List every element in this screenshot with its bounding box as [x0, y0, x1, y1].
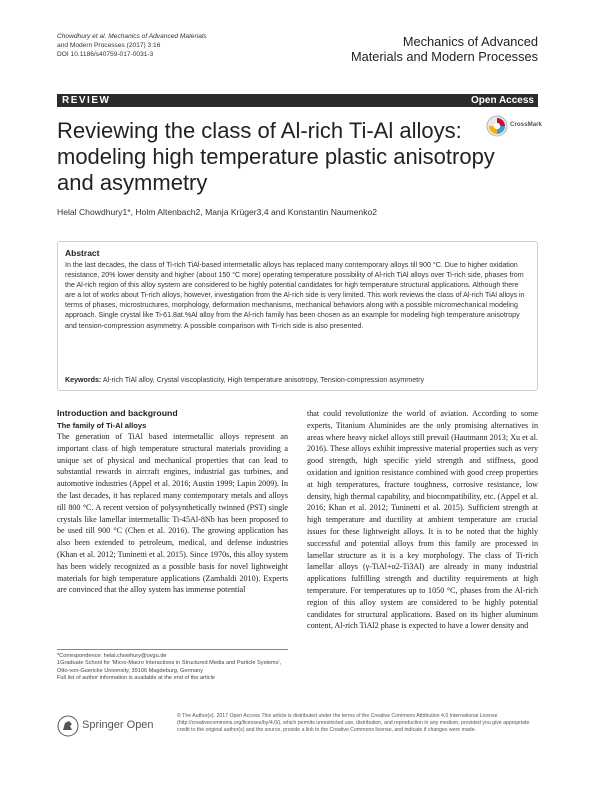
- subsection-heading: The family of Ti-Al alloys: [57, 421, 147, 430]
- journal-name: Mechanics of Advanced Materials and Modern Processes: [350, 34, 538, 64]
- author-info-note: Full list of author information is available at the end of the article: [57, 675, 215, 682]
- abstract-text: In the last decades, the class of Ti-rich TiAl-based intermetallic alloys has replaced many contemporary alloys till 900 °C. Due to higher oxidation resistance, 20% lower density and higher (about 150 °C more) operating temperature possibility of Al-rich TiAl alloys over Ti-rich side, phases from the Al-rich region of this alloy system are considered to be highly potential candidates for high temperature structural applications. Although there are a lot of works about Ti-rich alloys, however, investigation from the Al-rich side is very limited. This work reviews the class of Al-rich TiAl alloys in terms of phases, microstructures, morphology, deformation mechanisms, mechanical behaviors along with a possible micromechanical modeling approach. Single crystal like Ti-61.8at.%Al alloy from the Al-rich family has been chosen as an example for modeling high temperature anisotropy and tension-compression asymmetry. A possible comparison with Ti-rich side is also presented.: [65, 261, 525, 330]
- author-list: Helal Chowdhury1*, Holm Altenbach2, Manja Krüger3,4 and Konstantin Naumenko2: [57, 207, 378, 217]
- body-paragraph: that could revolutionize the world of aviation. According to some experts, Titanium Aluminides are the only promising alternatives in areas where heavy nickel alloys still prevail (Hautmann 2013; Xu et al. 2016). These alloys exhibit impressive material properties such as very good strength, high specific yield strength and stiffness, good oxidation and ignition resistance combined with good creep properties at high temperatures, fracture toughness, corrosive resistance, low density, high thermal capability, and biocompatibility, etc. (Appel et al. 2016; Khan et al. 2012; Tuninetti et al. 2015). Sufficient strength at high temperature and ductility at ambient temperature are crucial issues for these lightweight alloys. It is to be noted that the highly successful and potential alloys from this family are processed in lamellar structure as it is a key morphology. The class of Ti-rich lamellar alloys (γ-TiAl+α2-Ti3Al) are already in many industrial applications fulfilling strength and ductility requirements at high temperature. For temperatures up to 1050 °C, phases from the Al-rich region of this alloy system are considered to be highly potential candidates for structural applications. Based on its higher aluminum content, Al-rich TiAl2 phase is expected to have a lower density and: [307, 409, 538, 631]
- open-access-label: Open Access: [471, 95, 534, 106]
- crossmark-label: CrossMark: [510, 121, 542, 128]
- article-type-banner: [57, 94, 538, 107]
- springer-horse-icon: [57, 715, 79, 737]
- citation-line: Chowdhury et al. Mechanics of Advanced Materials: [57, 33, 207, 40]
- doi-line[interactable]: DOI 10.1186/s40759-017-0031-3: [57, 51, 154, 58]
- footnotes: [57, 649, 288, 683]
- abstract-box: [57, 241, 538, 391]
- article-type-label: REVIEW: [62, 95, 111, 106]
- affiliation-note: 1Graduate School for 'Micro-Macro Interactions in Structured Media and Particle Systems', Otto-von-Guericke University, 39106 Magdeburg, Germany: [57, 660, 282, 674]
- springer-open-wordmark: Springer Open: [82, 719, 154, 731]
- body-paragraph: The generation of TiAl based intermetallic alloys represent an important class of high temperature structural materials providing a unique set of physical and mechanical properties that can lead to substantial rewards in aircraft engines, industrial gas turbines, and automotive industries (Appel et al. 2016; Austin 1999; Lapin 2009). In the last decades, it has replaced many contemporary metals and alloys till 800 °C. A recent version of polysynthetically twinned (PST) single crystals like lamellar intermetallic Ti-45Al-8Nb has been proposed to be used till 900 °C (Chen et al. 2016). The growing application has also been extended to petroleum, medical, and defense industries (Khan et al. 2012; Tuninetti et al. 2015). Since 1970s, this alloy system has been widely recognized as a possible basis for novel lightweight materials for high temperature applications (Zambaldi 2010). Experts are convinced that the alloy system has immense potential: [57, 432, 288, 595]
- keywords-line: [65, 376, 424, 384]
- crossmark-icon: [486, 115, 508, 137]
- abstract-heading: Abstract: [65, 248, 100, 258]
- license-text: © The Author(s). 2017 Open Access This article is distributed under the terms of the Creative Commons Attribution 4.0 International License (http://creativecommons.org/licenses/by/4.0/), which permits unrestricted use, distribution, and reproduction in any medium, provided you give appropriate credit to the original author(s) and the source, provide a link to the Creative Commons license, and indicate if changes were made.: [177, 713, 530, 734]
- keywords-label: Keywords:: [65, 376, 102, 384]
- citation-block: [57, 32, 207, 59]
- citation-line: and Modern Processes (2017) 3:16: [57, 42, 161, 49]
- section-heading: Introduction and background: [57, 408, 178, 418]
- crossmark-badge[interactable]: [486, 115, 546, 137]
- article-title: Reviewing the class of Al-rich Ti-Al alloys: modeling high temperature plastic anisotropy and asymmetry: [57, 118, 495, 195]
- keywords-text: Al-rich TiAl alloy, Crystal viscoplasticity, High temperature anisotropy, Tension-compression asymmetry: [102, 376, 425, 384]
- body-left-column: [57, 408, 288, 596]
- body-right-column: [307, 408, 538, 632]
- correspondence-note[interactable]: *Correspondence: helal.chowhury@ovgu.de: [57, 653, 167, 659]
